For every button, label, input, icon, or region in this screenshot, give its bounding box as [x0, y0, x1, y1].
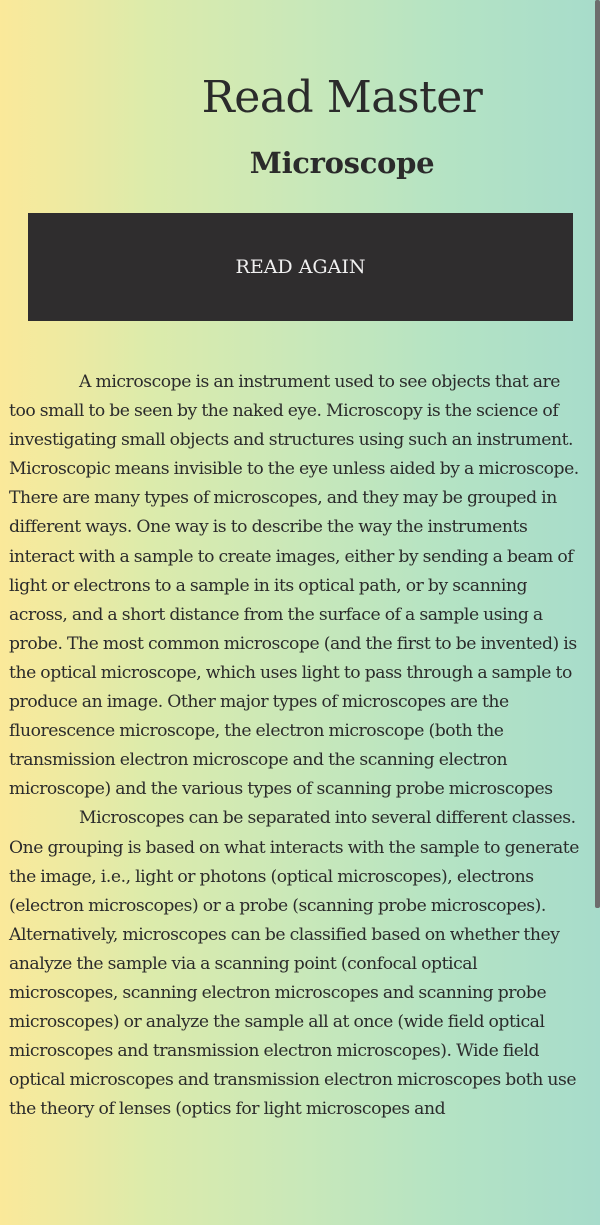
article-paragraph: A microscope is an instrument used to see objects that are too small to be seen by the naked eye. Microscopy is the science of investigating small objects and structures using such an instrument. Microscopic means invisible to the eye unless aided by a microscope. There are many types of microscopes, and they may be grouped in different ways. One way is to describe the way the instruments interact with a sample to create images, either by sending a beam of light or electrons to a sample in its optical path, or by scanning across, and a short distance from the surface of a sample using a probe. The most common microscope (and the first to be invented) is the optical microscope, which uses light to pass through a sample to produce an image. Other major types of microscopes are the fluorescence microscope, the electron microscope (both the transmission electron microscope and the scanning electron microscope) and the various types of scanning probe microscopes: [9, 372, 579, 800]
scrollbar[interactable]: [593, 0, 600, 1225]
article-paragraph: Microscopes can be separated into several different classes. One grouping is based on what interacts with the sample to generate the image, i.e., light or photons (optical microscopes), electrons (electron microscopes) or a probe (scanning probe microscopes). Alternatively, microscopes can be classified based on whether they analyze the sample via a scanning point (confocal optical microscopes, scanning electron microscopes and scanning probe microscopes) or analyze the sample all at once (wide field optical microscopes and transmission electron microscopes). Wide field optical microscopes and transmission electron microscopes both use the theory of lenses (optics for light microscopes and: [9, 808, 579, 1120]
article-body: [9, 368, 589, 1124]
article-title: Microscope: [249, 146, 435, 180]
scrollbar-thumb[interactable]: [595, 0, 600, 908]
read-again-button[interactable]: READ AGAIN: [28, 213, 573, 321]
app-title: Read Master: [201, 72, 483, 123]
